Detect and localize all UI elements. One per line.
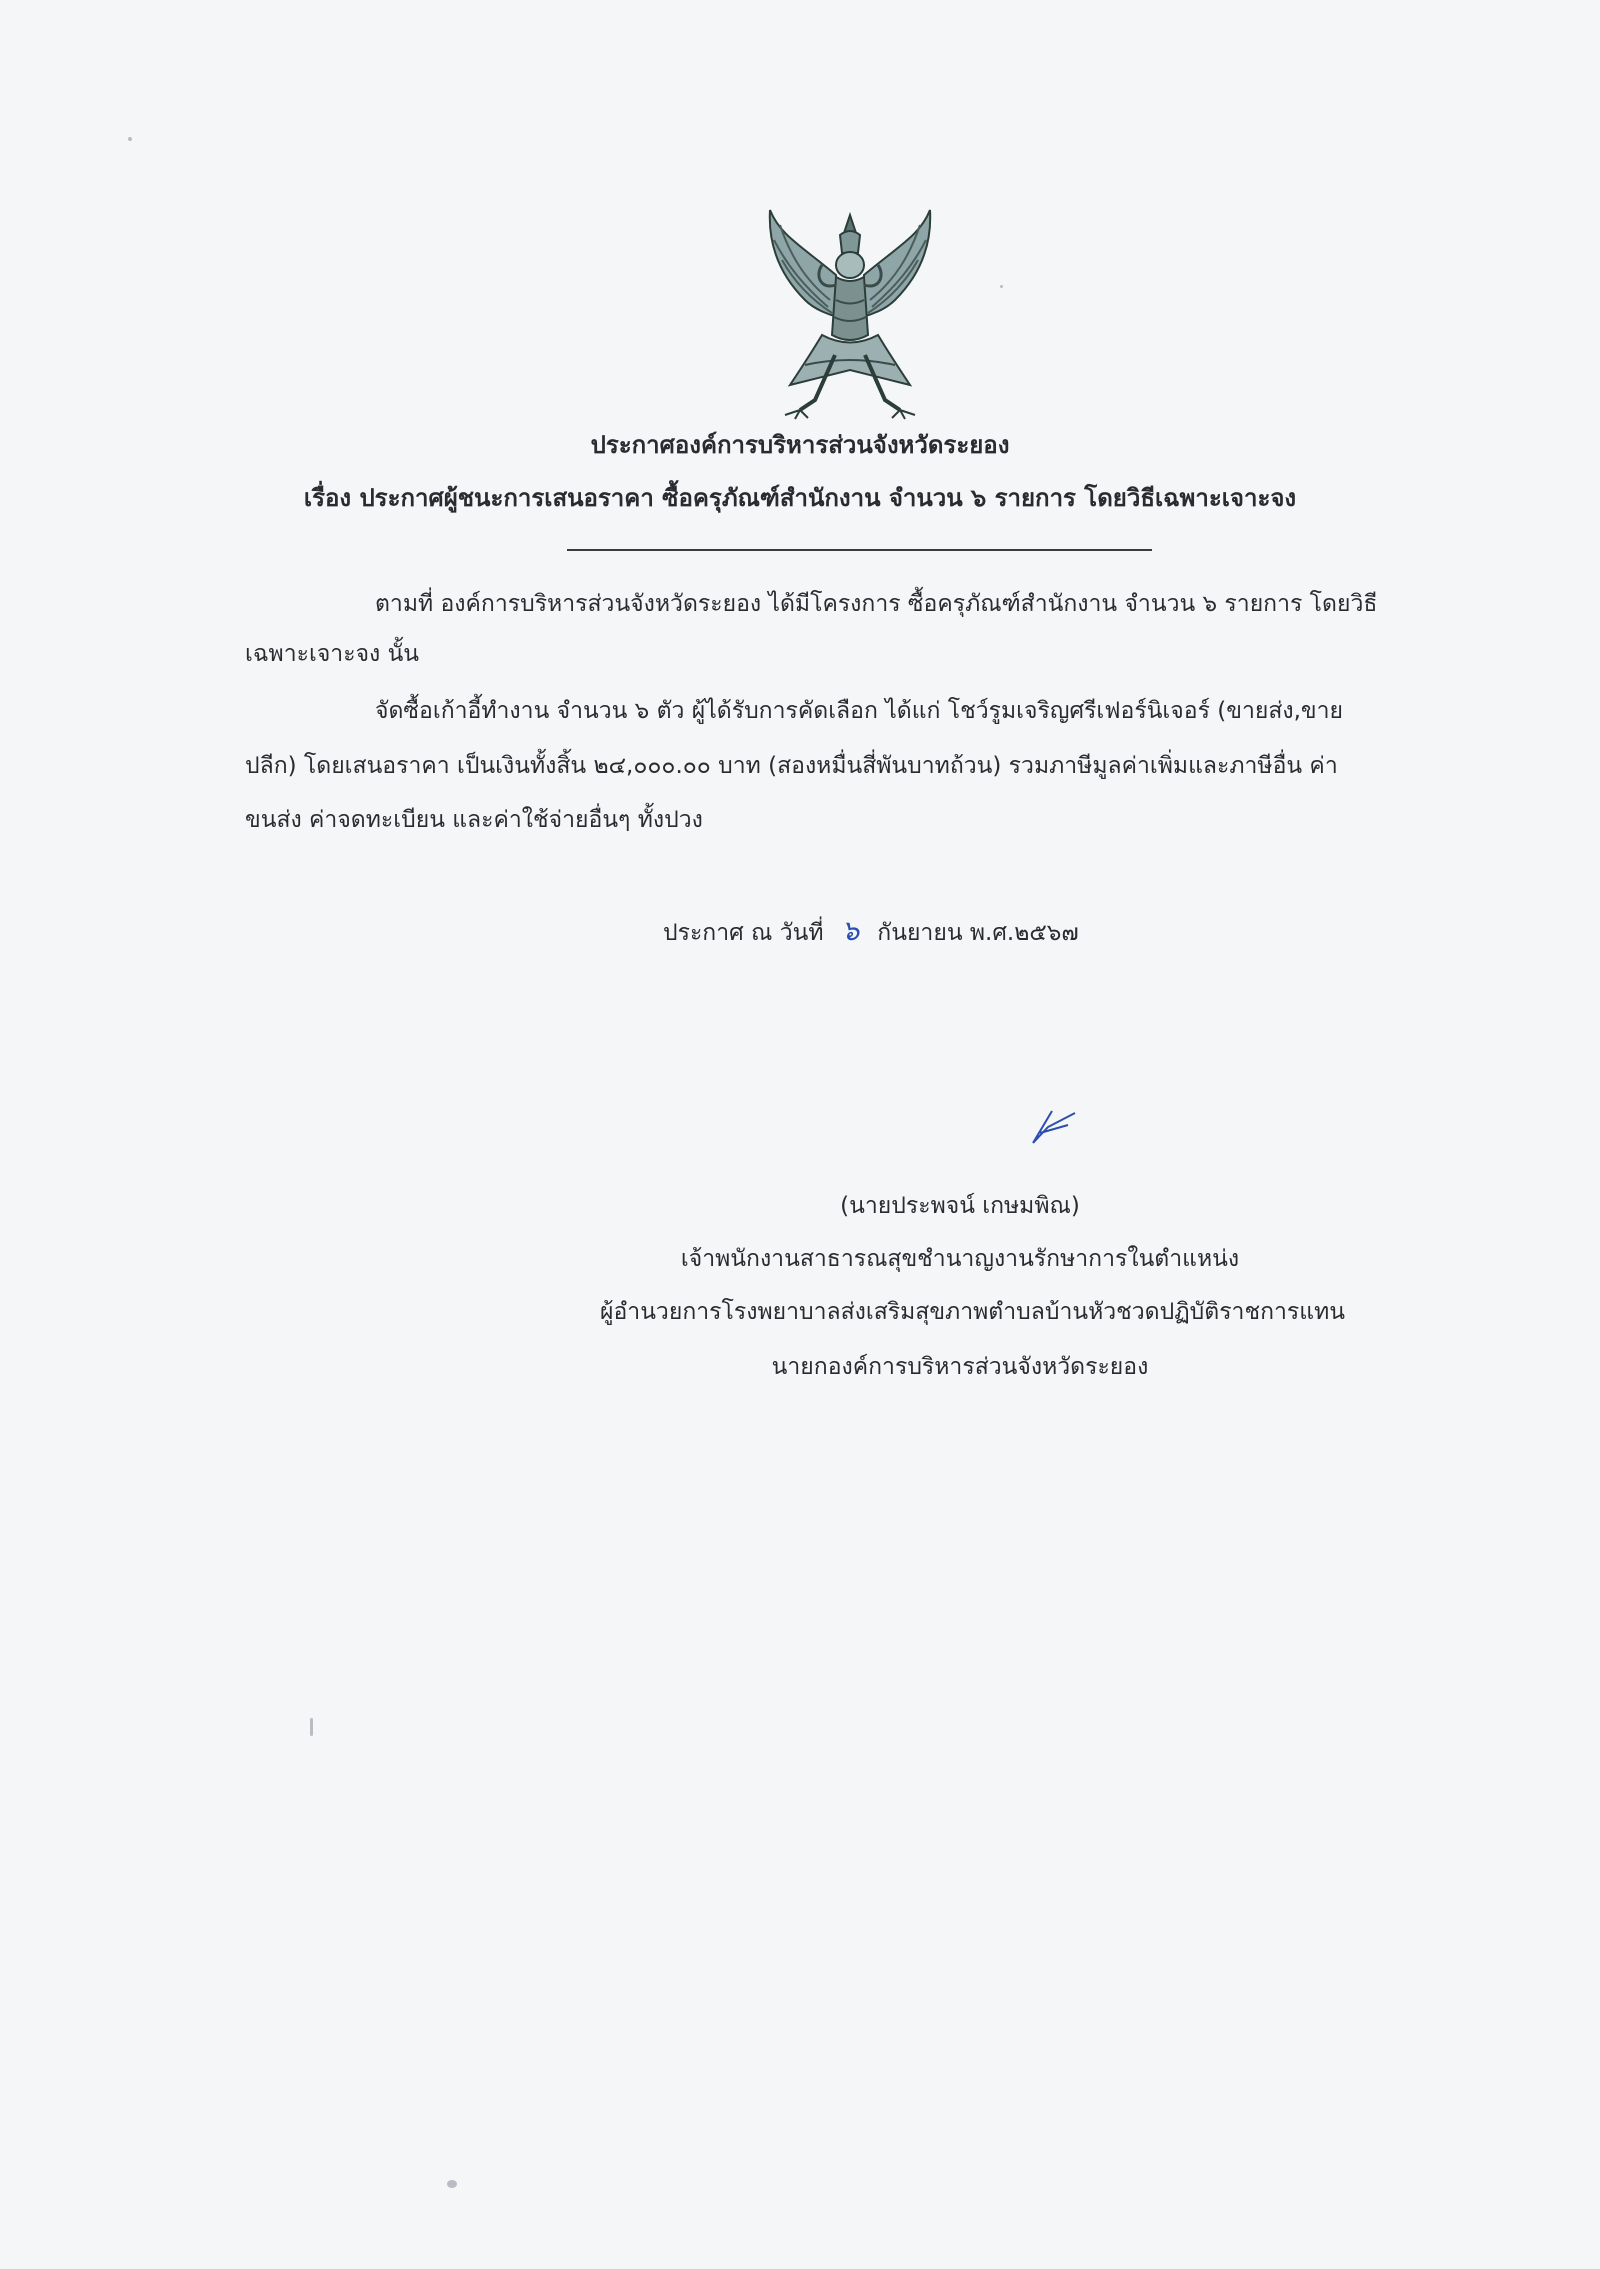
document-title: ประกาศองค์การบริหารส่วนจังหวัดระยอง <box>590 431 1010 459</box>
announcement-date <box>663 914 1079 947</box>
date-day-handwritten: ๖ <box>841 914 860 947</box>
signatory-position-3: นายกองค์การบริหารส่วนจังหวัดระยอง <box>771 1354 1149 1380</box>
scan-speck <box>447 2180 457 2188</box>
title-divider <box>567 549 1152 551</box>
scan-speck <box>128 137 132 141</box>
date-suffix: กันยายน พ.ศ.๒๕๖๗ <box>877 920 1079 946</box>
garuda-emblem-icon <box>760 205 940 420</box>
paragraph-1-line-1: ตามที่ องค์การบริหารส่วนจังหวัดระยอง ได้มีโครงการ ซื้อครุภัณฑ์สำนักงาน จำนวน ๖ รายการ โดยวิธี <box>375 591 1378 617</box>
signature-mark-icon <box>1030 1103 1080 1148</box>
scan-speck <box>310 1718 313 1736</box>
paragraph-2-line-2: ปลีก) โดยเสนอราคา เป็นเงินทั้งสิ้น ๒๔,๐๐๐.๐๐ บาท (สองหมื่นสี่พันบาทถ้วน) รวมภาษีมูลค่าเพิ่มและภาษีอื่น ค่า <box>245 753 1338 779</box>
paragraph-1-line-2: เฉพาะเจาะจง นั้น <box>245 641 420 667</box>
scan-speck <box>1000 285 1003 288</box>
signatory-position-2: ผู้อำนวยการโรงพยาบาลส่งเสริมสุขภาพตำบลบ้านหัวชวดปฏิบัติราชการแทน <box>600 1299 1345 1325</box>
paragraph-2-line-1: จัดซื้อเก้าอี้ทำงาน จำนวน ๖ ตัว ผู้ได้รับการคัดเลือก ได้แก่ โชว์รูมเจริญศรีเฟอร์นิเจอร์ (ขายส่ง,ขาย <box>375 698 1344 724</box>
date-prefix: ประกาศ ณ วันที่ <box>663 920 824 946</box>
paragraph-2-line-3: ขนส่ง ค่าจดทะเบียน และค่าใช้จ่ายอื่นๆ ทั้งปวง <box>245 807 703 833</box>
document-subject: เรื่อง ประกาศผู้ชนะการเสนอราคา ซื้อครุภัณฑ์สำนักงาน จำนวน ๖ รายการ โดยวิธีเฉพาะเจาะจง <box>303 484 1297 512</box>
signatory-name: (นายประพจน์ เกษมพิณ) <box>840 1193 1080 1219</box>
signatory-position-1: เจ้าพนักงานสาธารณสุขชำนาญงานรักษาการในตำแหน่ง <box>680 1246 1240 1272</box>
